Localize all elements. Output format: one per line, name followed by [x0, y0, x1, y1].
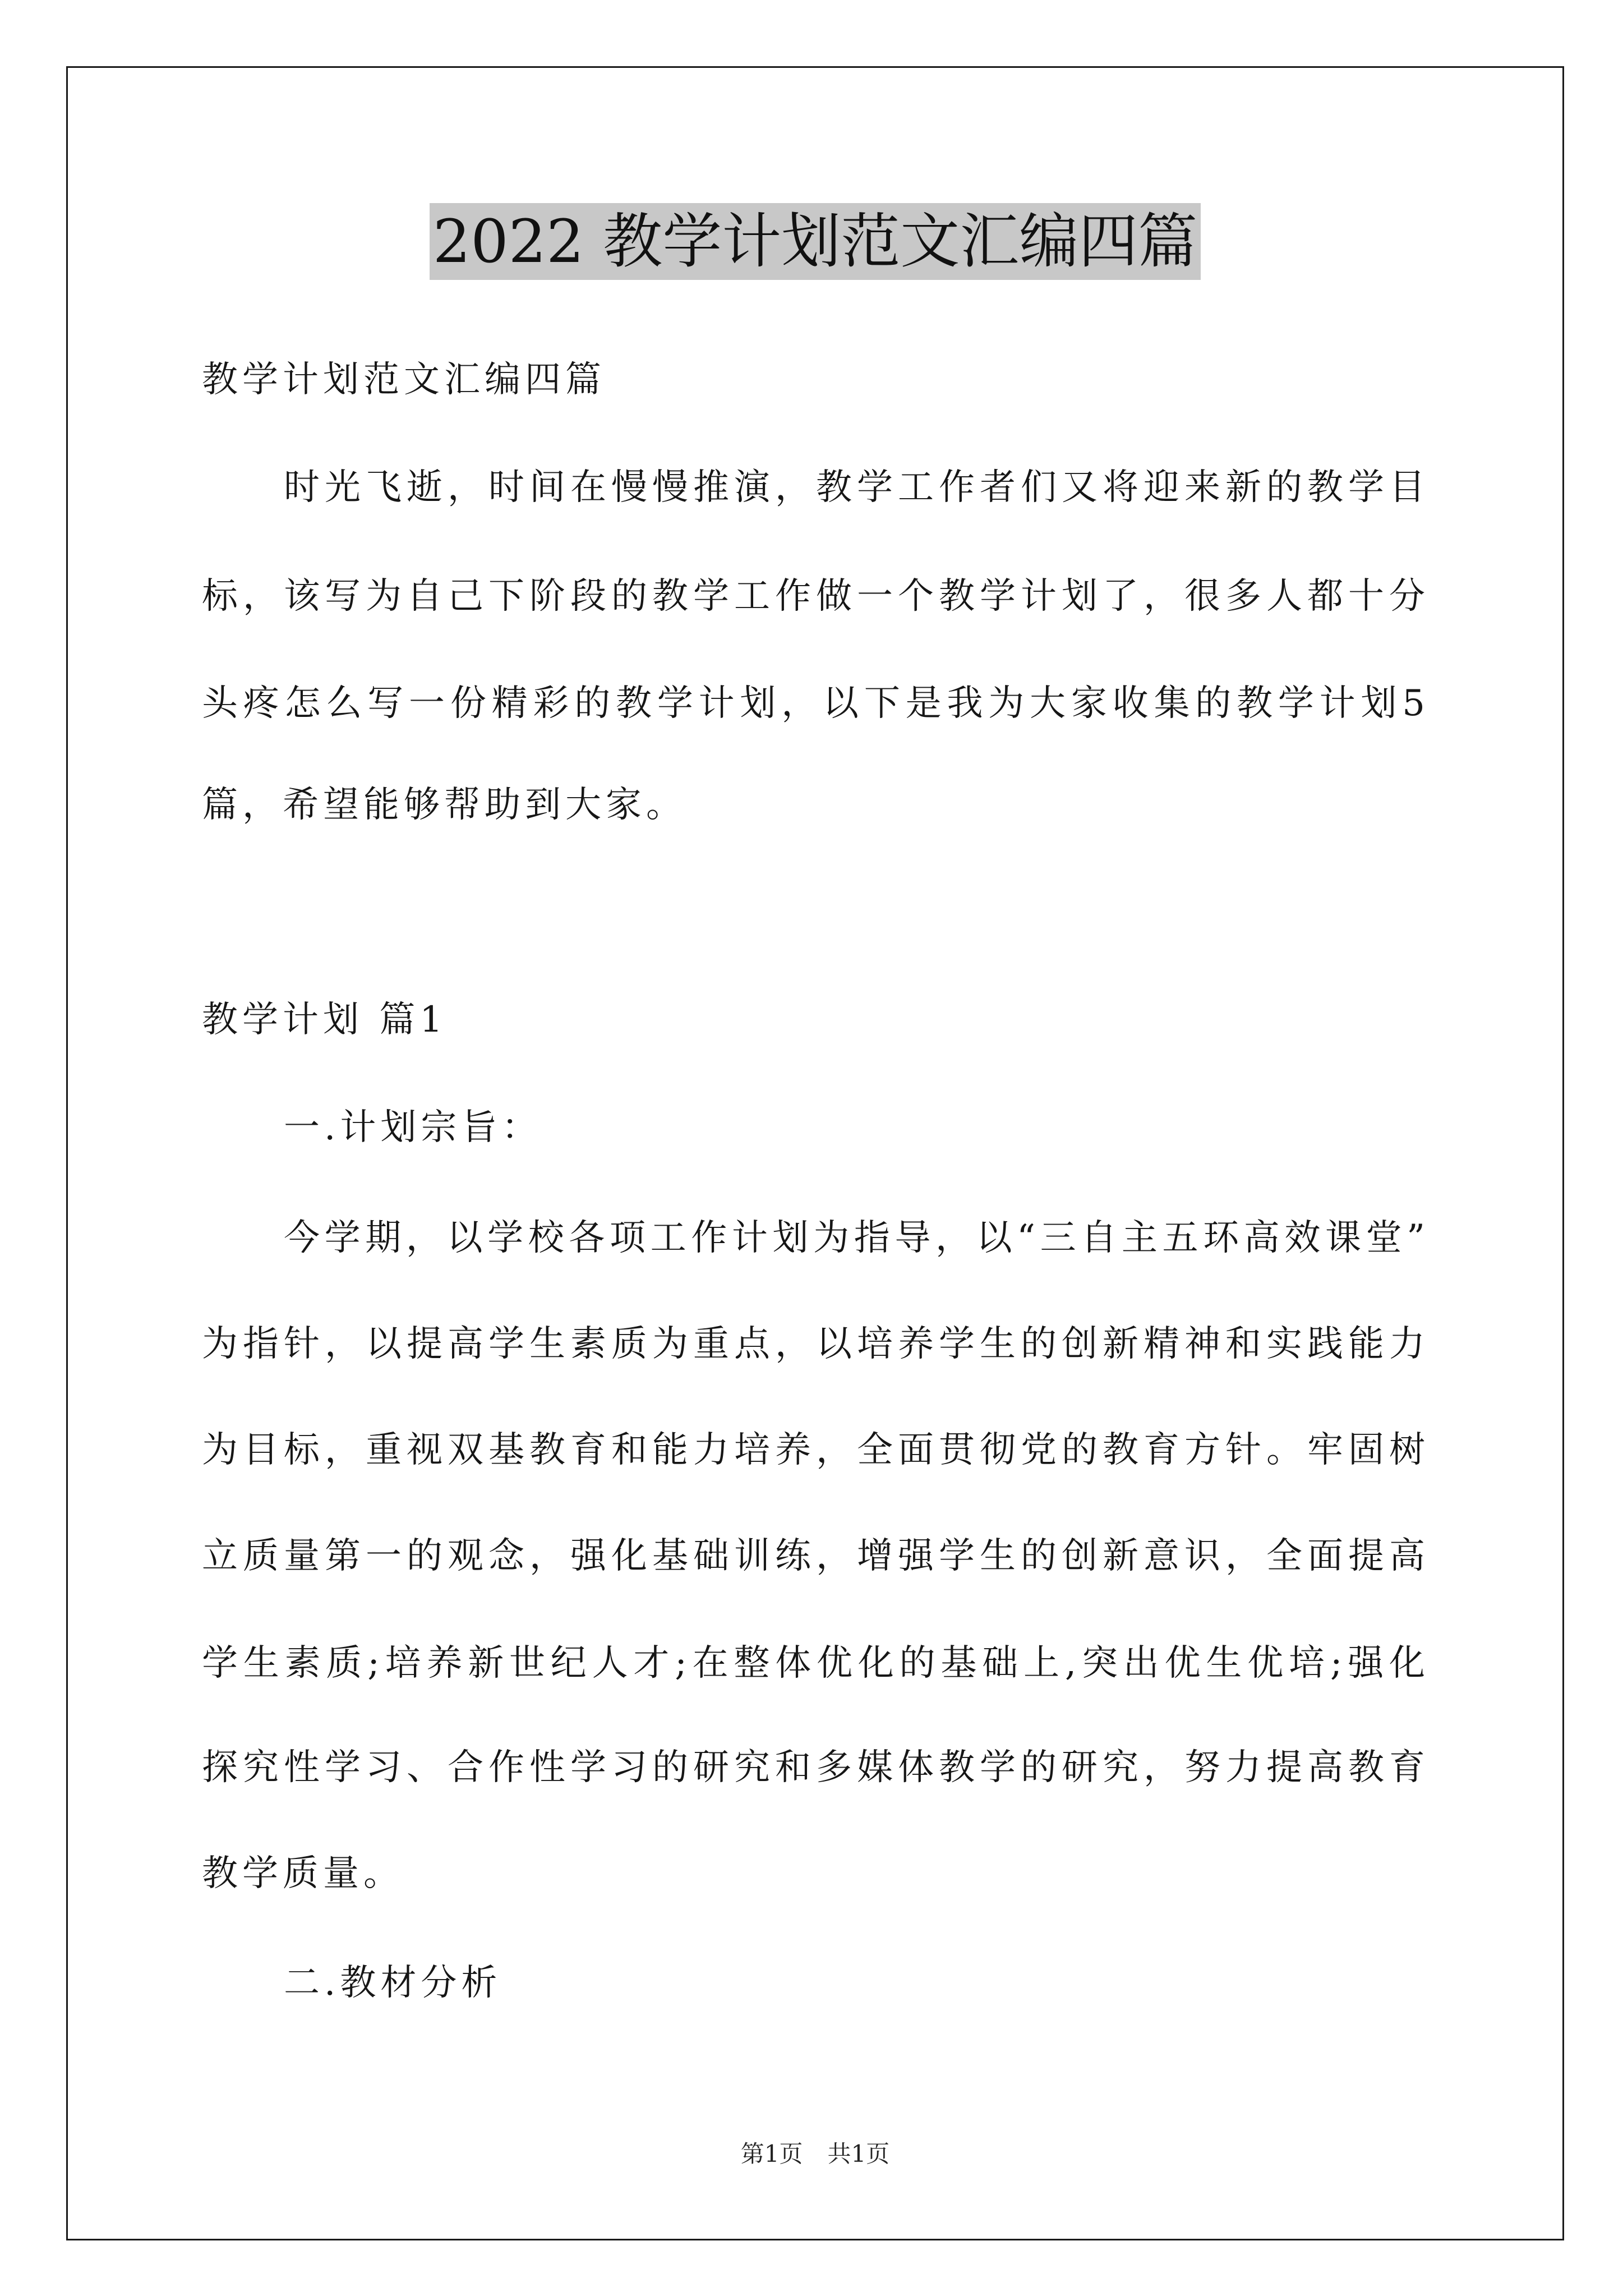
document-title: 2022 教学计划范文汇编四篇	[430, 203, 1201, 280]
item-heading-purpose: 一.计划宗旨：	[284, 1107, 542, 1148]
intro-line: 标，该写为自己下阶段的教学工作做一个教学计划了，很多人都十分	[202, 576, 1428, 617]
page-number: 第1页	[740, 2140, 803, 2168]
intro-line: 头疼怎么写一份精彩的教学计划，以下是我为大家收集的教学计划5	[202, 683, 1428, 724]
paragraph-line: 探究性学习、合作性学习的研究和多媒体教学的研究，努力提高教育	[202, 1747, 1428, 1788]
intro-line: 时光飞逝，时间在慢慢推演，教学工作者们又将迎来新的教学目	[284, 467, 1428, 508]
paragraph-line: 学生素质;培养新世纪人才;在整体优化的基础上,突出优生优培;强化	[202, 1642, 1428, 1684]
page-footer	[66, 2138, 1564, 2170]
title-row	[66, 203, 1564, 280]
paragraph-line: 今学期，以学校各项工作计划为指导，以“三自主五环高效课堂”	[284, 1217, 1428, 1259]
paragraph-line: 教学质量。	[202, 1853, 404, 1894]
section-heading: 教学计划 篇1	[202, 999, 448, 1041]
paragraph-line: 为指针，以提高学生素质为重点，以培养学生的创新精神和实践能力	[202, 1323, 1428, 1365]
paragraph-line: 为目标，重视双基教育和能力培养，全面贯彻党的教育方针。牢固树	[202, 1429, 1428, 1471]
intro-line: 篇，希望能够帮助到大家。	[202, 784, 686, 826]
paragraph-line: 立质量第一的观念，强化基础训练，增强学生的创新意识，全面提高	[202, 1535, 1428, 1577]
document-subtitle: 教学计划范文汇编四篇	[202, 359, 606, 401]
item-heading-material-analysis: 二.教材分析	[284, 1962, 502, 2004]
page-total: 共1页	[827, 2140, 890, 2168]
